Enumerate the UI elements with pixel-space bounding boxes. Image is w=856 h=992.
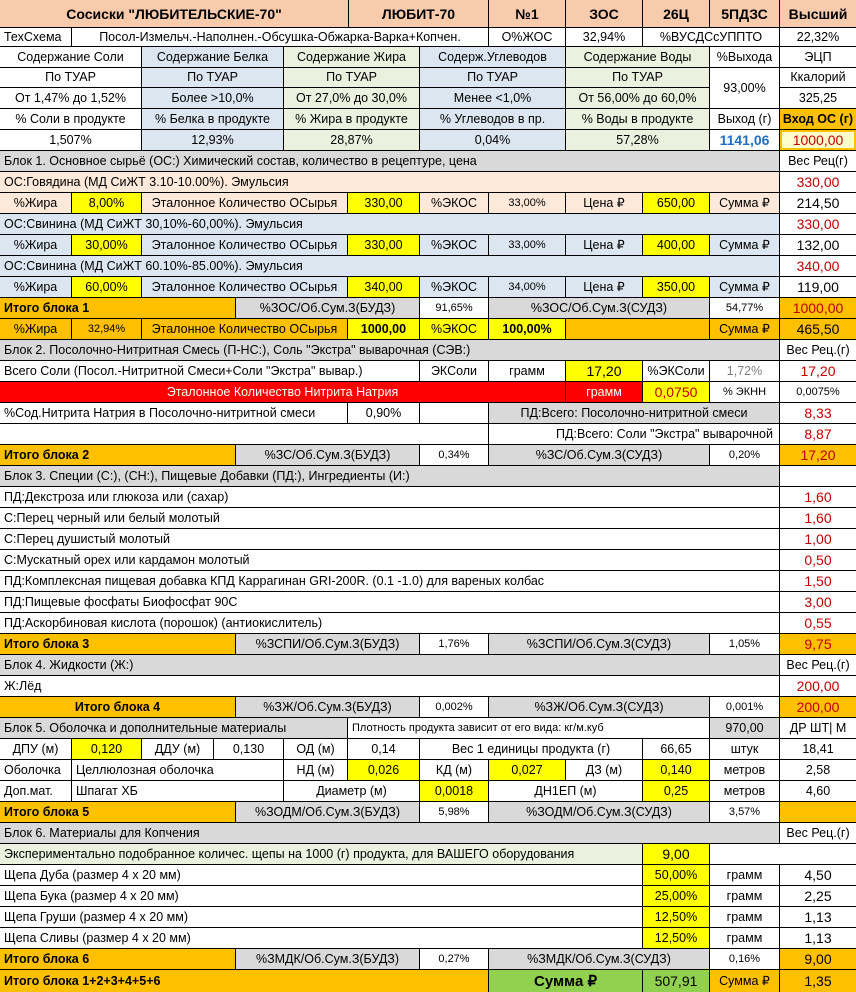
- block3-budz: 1,76%: [420, 634, 488, 654]
- tuar-salt: По ТУАР: [0, 68, 141, 87]
- block3-item1-weight[interactable]: 1,60: [780, 487, 856, 507]
- recipe-number[interactable]: №1: [489, 0, 565, 27]
- block2-budz-label: %ЗС/Об.Сум.З(БУДЗ): [236, 445, 419, 465]
- block1-item3-weight[interactable]: 340,00: [780, 256, 856, 276]
- val-salt[interactable]: 1,507%: [0, 130, 141, 150]
- block3-total-weight[interactable]: 9,75: [780, 634, 856, 654]
- block2-sod-label: %Сод.Нитрита Натрия в Посолочно-нитритной смеси: [0, 403, 347, 423]
- block6-total-weight[interactable]: 9,00: [780, 949, 856, 969]
- block6-item3-weight[interactable]: 1,13: [780, 907, 856, 927]
- block1-budz-label: %ЗОС/Об.Сум.З(БУДЗ): [236, 298, 419, 318]
- hdr-water: Содержание Воды: [566, 47, 709, 67]
- block1-item2-sum-label: Сумма ₽: [710, 235, 779, 255]
- val-carbs[interactable]: 0,04%: [420, 130, 565, 150]
- block2-pd2-spacer: [0, 424, 488, 444]
- block6-rec-label: Вес Рец.(г): [780, 823, 856, 843]
- block2-total-weight[interactable]: 17,20: [780, 445, 856, 465]
- block5-density-value[interactable]: 970,00: [710, 718, 779, 738]
- hdr-salt: Содержание Соли: [0, 47, 141, 67]
- block2-sod-value[interactable]: 0,90%: [348, 403, 419, 423]
- block5-m1-label: метров: [710, 760, 779, 780]
- block5-dpu-label: ДПУ (м): [0, 739, 71, 759]
- block6-exp-value[interactable]: 9,00: [643, 844, 709, 864]
- ecp-label: ЭЦП: [780, 47, 856, 67]
- block1-sum-fat-label: %Жира: [0, 319, 71, 339]
- block1-item2-price[interactable]: 400,00: [643, 235, 709, 255]
- block6-sudz-label: %ЗМДК/Об.Сум.З(СУДЗ): [489, 949, 709, 969]
- block6-item3-name: Щепа Груши (размер 4 х 20 мм): [0, 907, 642, 927]
- block5-m1-value[interactable]: 2,58: [780, 760, 856, 780]
- block1-item2-name: ОС:Свинина (МД СиЖТ 30,10%-60,00%). Эмульсия: [0, 214, 779, 234]
- range-water: От 56,00% до 60,0%: [566, 88, 709, 108]
- block1-sudz: 54,77%: [710, 298, 779, 318]
- block5-casing[interactable]: Целлюлозная оболочка: [72, 760, 283, 780]
- block1-item3-fat-label: %Жира: [0, 277, 71, 297]
- block2-nitrite-value[interactable]: 0,0750: [643, 382, 709, 402]
- block6-item4-unit: грамм: [710, 928, 779, 948]
- block6-item1-weight[interactable]: 4,50: [780, 865, 856, 885]
- block2-salt-value[interactable]: 17,20: [566, 361, 642, 381]
- inprod-salt: % Соли в продукте: [0, 109, 141, 129]
- block1-item1-weight[interactable]: 330,00: [780, 172, 856, 192]
- block3-item6-name: ПД:Пищевые фосфаты Биофосфат 90С: [0, 592, 779, 612]
- val-fat[interactable]: 28,87%: [284, 130, 419, 150]
- block6-budz-label: %ЗМДК/Об.Сум.З(БУДЗ): [236, 949, 419, 969]
- techscheme-label: ТехСхема: [0, 28, 71, 46]
- vusds-value[interactable]: 22,32%: [780, 28, 856, 46]
- block1-item3-price-label: Цена ₽: [566, 277, 642, 297]
- block5-total-label: Итого блока 5: [0, 802, 235, 822]
- output-value[interactable]: 1141,06: [710, 130, 779, 150]
- block2-eknn-label: % ЭКНН: [710, 382, 779, 402]
- block6-sudz: 0,16%: [710, 949, 779, 969]
- block1-item1-sum-label: Сумма ₽: [710, 193, 779, 213]
- output-label: Выход (г): [710, 109, 779, 129]
- block3-title: Блок 3. Специи (С:), (СН:), Пищевые Добавки (ПД:), Ингредиенты (И:): [0, 466, 779, 486]
- hdr-carbs: Содерж.Углеводов: [420, 47, 565, 67]
- block1-item2-price-label: Цена ₽: [566, 235, 642, 255]
- range-fat: От 27,0% до 30,0%: [284, 88, 419, 108]
- block2-nitrite-label: Эталонное Количество Нитрита Натрия: [0, 382, 565, 402]
- block5-od[interactable]: 0,14: [348, 739, 419, 759]
- hdr-fat: Содержание Жира: [284, 47, 419, 67]
- block3-sudz: 1,05%: [710, 634, 779, 654]
- tuar-fat: По ТУАР: [284, 68, 419, 87]
- block5-dn-label: ДН1ЕП (м): [489, 781, 642, 801]
- block3-item4-weight[interactable]: 0,50: [780, 550, 856, 570]
- block1-sudz-label: %ЗОС/Об.Сум.З(СУДЗ): [489, 298, 709, 318]
- input-value[interactable]: 1000,00: [780, 130, 856, 150]
- block2-eknn-value: 0,0075%: [780, 382, 856, 402]
- grand-sum-label: Сумма ₽: [489, 970, 642, 992]
- block1-sum-eq-label: Эталонное Количество ОСырья: [142, 319, 347, 339]
- block6-total-label: Итого блока 6: [0, 949, 235, 969]
- block3-item3-weight[interactable]: 1,00: [780, 529, 856, 549]
- block1-item1-ekos: 33,00%: [489, 193, 565, 213]
- block5-dop-label: Доп.мат.: [0, 781, 71, 801]
- tuar-water: По ТУАР: [566, 68, 709, 87]
- block5-sht-label: штук: [710, 739, 779, 759]
- block4-budz: 0,002%: [420, 697, 488, 717]
- grand-sum2-value[interactable]: 1,35: [780, 970, 856, 992]
- block6-item1-pct[interactable]: 50,00%: [643, 865, 709, 885]
- block5-dr-label: ДР ШТ| М: [780, 718, 856, 738]
- block6-item2-name: Щепа Бука (размер 4 х 20 мм): [0, 886, 642, 906]
- block1-item1-price[interactable]: 650,00: [643, 193, 709, 213]
- block1-title: Блок 1. Основное сырьё (ОС:) Химический состав, количество в рецептуре, цена: [0, 151, 779, 171]
- kcal-value[interactable]: 325,25: [780, 88, 856, 108]
- grand-sum2-label: Сумма ₽: [710, 970, 779, 992]
- zos-cell[interactable]: ЗОС: [566, 0, 642, 27]
- block5-dn[interactable]: 0,25: [643, 781, 709, 801]
- block2-gram-label: грамм: [489, 361, 565, 381]
- block6-exp-spacer: [710, 844, 856, 864]
- inprod-protein: % Белка в продукте: [142, 109, 283, 129]
- block5-diam-label: Диаметр (м): [284, 781, 419, 801]
- block2-pd2-label: ПД:Всего: Соли "Экстра" выварочной: [489, 424, 779, 444]
- block6-item4-weight[interactable]: 1,13: [780, 928, 856, 948]
- yield-value[interactable]: 93,00%: [710, 68, 779, 108]
- block1-rec-label: Вес Рец(г): [780, 151, 856, 171]
- ozhos-label: О%ЖОС: [489, 28, 565, 46]
- block1-sum-ekos-label: %ЭКОС: [420, 319, 488, 339]
- block1-sum-sum-label: Сумма ₽: [710, 319, 779, 339]
- block3-item5-weight[interactable]: 1,50: [780, 571, 856, 591]
- tuar-protein: По ТУАР: [142, 68, 283, 87]
- block1-sum-ekos[interactable]: 100,00%: [489, 319, 565, 339]
- block6-item2-pct[interactable]: 25,00%: [643, 886, 709, 906]
- block1-sum-eq[interactable]: 1000,00: [348, 319, 419, 339]
- block6-exp-label: Экспериментально подобранное количес. щепы на 1000 (г) продукта, для ВАШЕГО оборудования: [0, 844, 642, 864]
- block5-dop[interactable]: Шпагат ХБ: [72, 781, 283, 801]
- range-carbs: Менее <1,0%: [420, 88, 565, 108]
- block6-item1-name: Щепа Дуба (размер 4 х 20 мм): [0, 865, 642, 885]
- pdzs-cell[interactable]: 5ПДЗС: [710, 0, 779, 27]
- block1-item2-fat-label: %Жира: [0, 235, 71, 255]
- block1-total-label: Итого блока 1: [0, 298, 235, 318]
- block1-item2-sum[interactable]: 132,00: [780, 235, 856, 255]
- grand-total-label: Итого блока 1+2+3+4+5+6: [0, 970, 488, 992]
- block1-item1-name: ОС:Говядина (МД СиЖТ 3.10-10.00%). Эмульсия: [0, 172, 779, 192]
- block1-item1-eq-label: Эталонное Количество ОСырья: [142, 193, 347, 213]
- block2-pd1-value[interactable]: 8,33: [780, 403, 856, 423]
- grade-cell[interactable]: Высший: [780, 0, 856, 27]
- block2-nitrite-gram: грамм: [566, 382, 642, 402]
- block5-od-label: ОД (м): [284, 739, 347, 759]
- block2-title: Блок 2. Посолочно-Нитритная Смесь (П-НС:), Соль "Экстра" выварочная (СЭВ:): [0, 340, 779, 360]
- block5-unit-value[interactable]: 66,65: [643, 739, 709, 759]
- block1-item3-sum[interactable]: 119,00: [780, 277, 856, 297]
- block1-item3-fat[interactable]: 60,00%: [72, 277, 141, 297]
- block5-title: Блок 5. Оболочка и дополнительные материалы: [0, 718, 347, 738]
- hdr-protein: Содержание Белка: [142, 47, 283, 67]
- block6-item4-name: Щепа Сливы (размер 4 х 20 мм): [0, 928, 642, 948]
- block1-item1-ekos-label: %ЭКОС: [420, 193, 488, 213]
- block2-sudz-label: %ЗС/Об.Сум.З(СУДЗ): [489, 445, 709, 465]
- block1-item3-ekos: 34,00%: [489, 277, 565, 297]
- block1-sum-sum[interactable]: 465,50: [780, 319, 856, 339]
- block2-salt-weight[interactable]: 17,20: [780, 361, 856, 381]
- block2-total-label: Итого блока 2: [0, 445, 235, 465]
- inprod-fat: % Жира в продукте: [284, 109, 419, 129]
- block3-item1-name: ПД:Декстроза или глюкоза или (сахар): [0, 487, 779, 507]
- block6-budz: 0,27%: [420, 949, 488, 969]
- block4-item-name: Ж:Лёд: [0, 676, 779, 696]
- block1-item3-price[interactable]: 350,00: [643, 277, 709, 297]
- block5-casing-label: Оболочка: [0, 760, 71, 780]
- block4-rec-label: Вес Рец.(г): [780, 655, 856, 675]
- block5-sht-value[interactable]: 18,41: [780, 739, 856, 759]
- vusds-label: %ВУСДСсУППТО: [643, 28, 779, 46]
- block1-item1-fat-label: %Жира: [0, 193, 71, 213]
- c26-cell[interactable]: 26Ц: [643, 0, 709, 27]
- val-protein[interactable]: 12,93%: [142, 130, 283, 150]
- block1-item2-weight[interactable]: 330,00: [780, 214, 856, 234]
- block3-sudz-label: %ЗСПИ/Об.Сум.З(СУДЗ): [489, 634, 709, 654]
- block2-budz: 0,34%: [420, 445, 488, 465]
- block3-total-label: Итого блока 3: [0, 634, 235, 654]
- block5-ddu-label: ДДУ (м): [142, 739, 213, 759]
- block5-ddu[interactable]: 0,130: [214, 739, 283, 759]
- block1-item3-eq-label: Эталонное Количество ОСырья: [142, 277, 347, 297]
- block3-item2-weight[interactable]: 1,60: [780, 508, 856, 528]
- val-water[interactable]: 57,28%: [566, 130, 709, 150]
- block5-unit-label: Вес 1 единицы продукта (г): [420, 739, 642, 759]
- yield-label: %Выхода: [710, 47, 779, 67]
- block5-total-weight: [780, 802, 856, 822]
- block4-item-weight[interactable]: 200,00: [780, 676, 856, 696]
- block4-total-weight[interactable]: 200,00: [780, 697, 856, 717]
- block1-item3-ekos-label: %ЭКОС: [420, 277, 488, 297]
- range-salt: От 1,47% до 1,52%: [0, 88, 141, 108]
- block6-item1-unit: грамм: [710, 865, 779, 885]
- block1-total-weight[interactable]: 1000,00: [780, 298, 856, 318]
- block2-pd1-label: ПД:Всего: Посолочно-нитритной смеси: [489, 403, 779, 423]
- block1-item2-eq[interactable]: 330,00: [348, 235, 419, 255]
- inprod-carbs: % Углеводов в пр.: [420, 109, 565, 129]
- block5-budz: 5,98%: [420, 802, 488, 822]
- block2-pd2-value[interactable]: 8,87: [780, 424, 856, 444]
- block1-item3-name: ОС:Свинина (МД СиЖТ 60.10%-85.00%). Эмульсия: [0, 256, 779, 276]
- block3-item3-name: С:Перец душистый молотый: [0, 529, 779, 549]
- kcal-label: Ккалорий: [780, 68, 856, 87]
- block5-budz-label: %ЗОДМ/Об.Сум.З(БУДЗ): [236, 802, 419, 822]
- block5-kd-label: КД (м): [420, 760, 488, 780]
- block1-item1-sum[interactable]: 214,50: [780, 193, 856, 213]
- block5-sudz: 3,57%: [710, 802, 779, 822]
- block1-item2-ekos: 33,00%: [489, 235, 565, 255]
- product-title[interactable]: Сосиски "ЛЮБИТЕЛЬСКИЕ-70": [0, 0, 348, 27]
- block1-item3-sum-label: Сумма ₽: [710, 277, 779, 297]
- block4-budz-label: %ЗЖ/Об.Сум.З(БУДЗ): [236, 697, 419, 717]
- block3-item4-name: С:Мускатный орех или кардамон молотый: [0, 550, 779, 570]
- tuar-carbs: По ТУАР: [420, 68, 565, 87]
- input-label: Вход ОС (г): [780, 109, 856, 129]
- block3-item6-weight[interactable]: 3,00: [780, 592, 856, 612]
- block1-item1-fat[interactable]: 8,00%: [72, 193, 141, 213]
- block3-item5-name: ПД:Комплексная пищевая добавка КПД Каррагинан GRI-200R. (0.1 -1.0) для вареных колбас: [0, 571, 779, 591]
- block6-item3-pct[interactable]: 12,50%: [643, 907, 709, 927]
- block5-nd-label: НД (м): [284, 760, 347, 780]
- block1-budz: 91,65%: [420, 298, 488, 318]
- block2-pct-eksoli-label: %ЭКСоли: [643, 361, 709, 381]
- block5-dz-label: ДЗ (м): [566, 760, 642, 780]
- block5-density-label: Плотность продукта зависит от его вида: кг/м.куб: [348, 718, 709, 738]
- block5-nd[interactable]: 0,026: [348, 760, 419, 780]
- block2-pct-eksoli-value: 1,72%: [710, 361, 779, 381]
- block1-item3-eq[interactable]: 340,00: [348, 277, 419, 297]
- block2-eksoli-label: ЭКСоли: [420, 361, 488, 381]
- block2-sod-spacer: [420, 403, 488, 423]
- block2-sudz: 0,20%: [710, 445, 779, 465]
- ozhos-value[interactable]: 32,94%: [566, 28, 642, 46]
- product-code[interactable]: ЛЮБИТ-70: [349, 0, 488, 27]
- block3-item7-name: ПД:Аскорбиновая кислота (порошок) (антиокислитель): [0, 613, 779, 633]
- block6-item2-weight[interactable]: 2,25: [780, 886, 856, 906]
- block6-item3-unit: грамм: [710, 907, 779, 927]
- block1-item1-price-label: Цена ₽: [566, 193, 642, 213]
- grand-sum-value[interactable]: 507,91: [643, 970, 709, 992]
- block2-salt-label: Всего Соли (Посол.-Нитритной Смеси+Соли "Экстра" вывар.): [0, 361, 419, 381]
- block4-total-label: Итого блока 4: [0, 697, 235, 717]
- block5-kd[interactable]: 0,027: [489, 760, 565, 780]
- block3-title-spacer: [780, 466, 856, 486]
- block3-budz-label: %ЗСПИ/Об.Сум.З(БУДЗ): [236, 634, 419, 654]
- block6-title: Блок 6. Материалы для Копчения: [0, 823, 779, 843]
- block2-rec-label: Вес Рец.(г): [780, 340, 856, 360]
- block1-item2-ekos-label: %ЭКОС: [420, 235, 488, 255]
- block6-item2-unit: грамм: [710, 886, 779, 906]
- block4-title: Блок 4. Жидкости (Ж:): [0, 655, 779, 675]
- block4-sudz-label: %ЗЖ/Об.Сум.З(СУДЗ): [489, 697, 709, 717]
- block5-m2-label: метров: [710, 781, 779, 801]
- block5-dz[interactable]: 0,140: [643, 760, 709, 780]
- block5-sudz-label: %ЗОДМ/Об.Сум.З(СУДЗ): [489, 802, 709, 822]
- block5-diam[interactable]: 0,0018: [420, 781, 488, 801]
- block1-item2-fat[interactable]: 30,00%: [72, 235, 141, 255]
- block1-sum-spacer: [566, 319, 709, 339]
- block4-sudz: 0,001%: [710, 697, 779, 717]
- block3-item2-name: С:Перец черный или белый молотый: [0, 508, 779, 528]
- block1-item2-eq-label: Эталонное Количество ОСырья: [142, 235, 347, 255]
- block1-sum-fat: 32,94%: [72, 319, 141, 339]
- block3-item7-weight[interactable]: 0,55: [780, 613, 856, 633]
- block5-dpu[interactable]: 0,120: [72, 739, 141, 759]
- block5-m2-value[interactable]: 4,60: [780, 781, 856, 801]
- inprod-water: % Воды в продукте: [566, 109, 709, 129]
- techscheme-value[interactable]: Посол-Измельч.-Наполнен.-Обсушка-Обжарка-Варка+Копчен.: [72, 28, 488, 46]
- block1-item1-eq[interactable]: 330,00: [348, 193, 419, 213]
- range-protein: Более >10,0%: [142, 88, 283, 108]
- block6-item4-pct[interactable]: 12,50%: [643, 928, 709, 948]
